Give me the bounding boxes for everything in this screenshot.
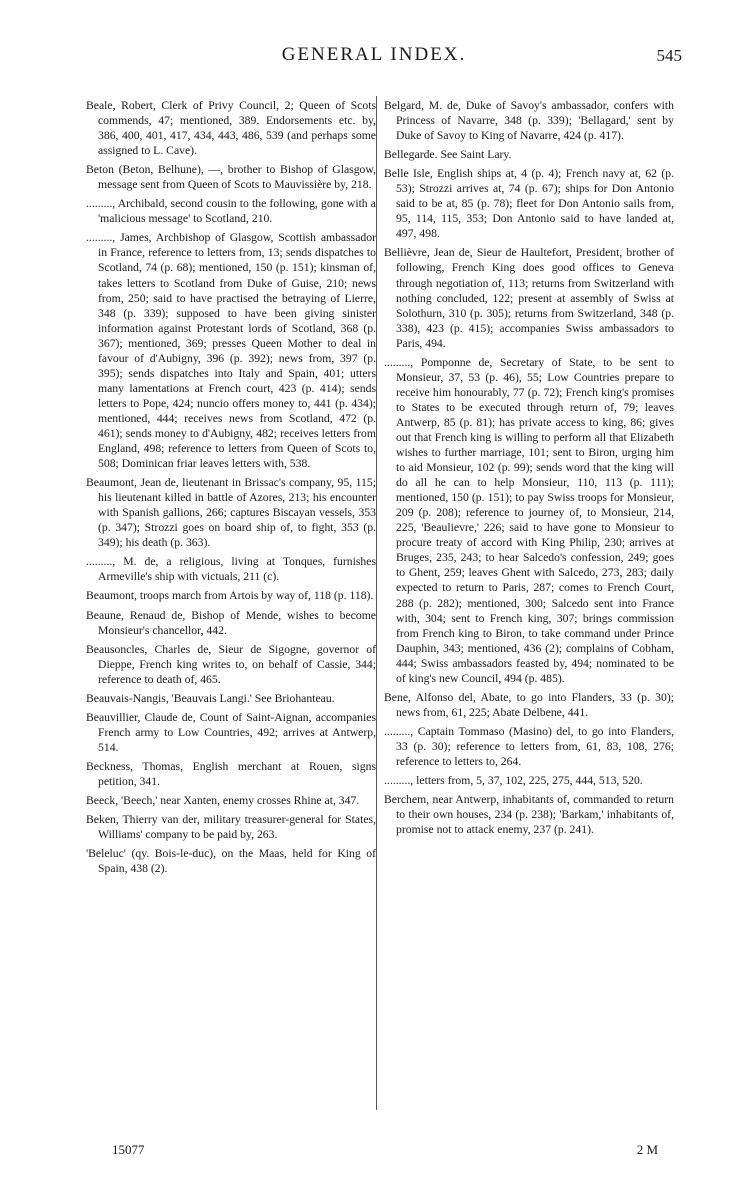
index-entry: ........., Captain Tommaso (Masino) del, to go into Flanders, 33 (p. 30); reference to letters from, 61, 83, 108, 276; reference to letters to, 264. [384, 724, 674, 768]
index-entry: Beale, Robert, Clerk of Privy Council, 2; Queen of Scots commends, 47; mentioned, 389. Endorsements etc. by, 386, 400, 401, 417, 434, 443, 486, 539 (and perhaps some assigned to L. Cave). [86, 99, 376, 158]
index-entry: ........., Pomponne de, Secretary of State, to be sent to Monsieur, 37, 53 (p. 46), 55; Low Countries prepare to receive him honourably, 77 (p. 72); French king's promises to States to be executed through return of, 79; leaves Antwerp, 85 (p. 81); has private access to king, 86; gives out that French king is willing to perform all that Elizabeth wishes to further marriage, 101; sent to Biron, urging him to aid Monsieur, 102 (p. 99); sends word that the king will do all he can to help Monsieur, 110, 113 (p. 111); mentioned, 150 (p. 151); to pay Swiss troops for Monsieur, 209 (p. 208); reference to journey of, to Monsieur, 214, 225, 'Beaulievre,' 226; said to have gone to Monsieur to procure treaty of accord with King Philip, 230; arrives at Bruges, 235, 243; to hear Salcedo's confession, 249; goes to Ghent, 259; leaves Ghent with Salcedo, 273, 283; daily expected to return to Paris, 287; comes to French Court, 288 (p. 282); mentioned, 300; Salcedo sent into France with, 304; sent to French king, 307; brings commission from French king to Biron, to take command under Prince Dauphin, 343; mentioned, 436 (2); complains of Cobham, 444; Swiss ambassadors feasted by, 494; nominated to be of king's new Council, 494 (p. 485). [384, 355, 674, 685]
index-entry: Beausoncles, Charles de, Sieur de Sigogne, governor of Dieppe, French king writes to, on behalf of Cassie, 344; reference to death of, 465. [86, 642, 376, 686]
signature-mark: 15077 [112, 1142, 145, 1157]
sheet-mark: 2 M [636, 1142, 658, 1157]
index-entry: Beaumont, Jean de, lieutenant in Brissac's company, 95, 115; his lieutenant killed in battle of Azores, 213; his encounter with Spanish gallions, 266; captures Biscayan vessels, 353 (p. 347); Strozzi goes on board ship of, to fight, 353 (p. 349); his death (p. 363). [86, 476, 376, 550]
index-entry: Beaumont, troops march from Artois by way of, 118 (p. 118). [86, 589, 374, 603]
index-entry: Beaune, Renaud de, Bishop of Mende, wishes to become Monsieur's chancellor, 442. [86, 608, 376, 637]
index-entry: Berchem, near Antwerp, inhabitants of, commanded to return to their own houses, 234 (p. 238); 'Barkam,' inhabitants of, promise not to attack enemy, 237 (p. 241). [384, 793, 674, 837]
index-entry: Beauvillier, Claude de, Count of Saint-Aignan, accompanies French army to Low Countries, 492; arrives at Antwerp, 514. [86, 710, 376, 754]
index-entry: ........., Archibald, second cousin to the following, gone with a 'malicious message' to Scotland, 210. [86, 197, 376, 226]
index-entry: Beeck, 'Beech,' near Xanten, enemy crosses Rhine at, 347. [86, 794, 360, 808]
index-column-right [384, 98, 674, 837]
index-entry: Beton (Beton, Belhune), —, brother to Bishop of Glasgow, message sent from Queen of Scots to Mauvissière by, 218. [86, 163, 376, 192]
page-title: GENERAL INDEX. [281, 44, 467, 65]
index-entry: 'Beleluc' (qy. Bois-le-duc), on the Maas, held for King of Spain, 438 (2). [86, 847, 376, 876]
index-column-left [86, 98, 376, 876]
index-entry: Bellegarde. See Saint Lary. [384, 148, 512, 162]
index-entry: Belgard, M. de, Duke of Savoy's ambassador, confers with Princess of Navarre, 348 (p. 339); 'Bellagard,' sent by Duke of Savoy to King of Navarre, 424 (p. 417). [384, 99, 674, 143]
index-entry: ........., M. de, a religious, living at Tonques, furnishes Armeville's ship with victuals, 211 (c). [86, 555, 376, 584]
index-entry: Beken, Thierry van der, military treasurer-general for States, Williams' company to be paid by, 263. [86, 813, 376, 842]
index-entry: Bene, Alfonso del, Abate, to go into Flanders, 33 (p. 30); news from, 61, 225; Abate Delbene, 441. [384, 690, 674, 719]
index-entry: Beauvais-Nangis, 'Beauvais Langi.' See Briohanteau. [86, 691, 335, 705]
index-entry: Bellièvre, Jean de, Sieur de Haultefort, President, brother of following, French King does good offices to Geneva through negotiation of, 113; returns from Switzerland with nothing concluded, 122; present at assembly of Swiss at Solothurn, 310 (p. 305); returns from Switzerland, 348 (p. 338), 423 (p. 415); accompanies Swiss ambassadors to Paris, 494. [384, 246, 674, 350]
column-divider [376, 96, 377, 1110]
index-entry: Belle Isle, English ships at, 4 (p. 4); French navy at, 62 (p. 53); Strozzi arrives at, 74 (p. 67); ships for Don Antonio said to be at, 85 (p. 78); fleet for Don Antonio sails from, 95, 114, 115, 353; Don Antonio said to have landed at, 497, 498. [384, 167, 674, 241]
page-number: 545 [656, 46, 682, 65]
index-entry: Beckness, Thomas, English merchant at Rouen, signs petition, 341. [86, 759, 376, 788]
index-entry: ........., James, Archbishop of Glasgow, Scottish ambassador in France, reference to letters from, 13; sends dispatches to Scotland, 74 (p. 68); mentioned, 150 (p. 151); kinsman of, takes letters to Scotland from Duke of Guise, 210; news from, 250; said to have practised the betraying of Lierre, 348 (p. 339); supposed to have been giving sinister information against Protestant lords of Scotland, 368 (p. 367); mentioned, 369; presses Queen Mother to deal in favour of d'Aubigny, 396 (p. 392); news from, 397 (p. 395); sends dispatches into Italy and Spain, 401; utters many lamentations at French court, 423 (p. 414); sends letters to Pope, 424; nuncio offers money to, 441 (p. 434); mentioned, 444; receives news from Scotland, 472 (p. 461); sends money to d'Aubigny, 482; receives letters from England, 498; reference to letters from Queen of Scots to, 508; Dominican friar leaves letters with, 538. [86, 231, 376, 471]
index-entry: ........., letters from, 5, 37, 102, 225, 275, 444, 513, 520. [384, 774, 643, 788]
